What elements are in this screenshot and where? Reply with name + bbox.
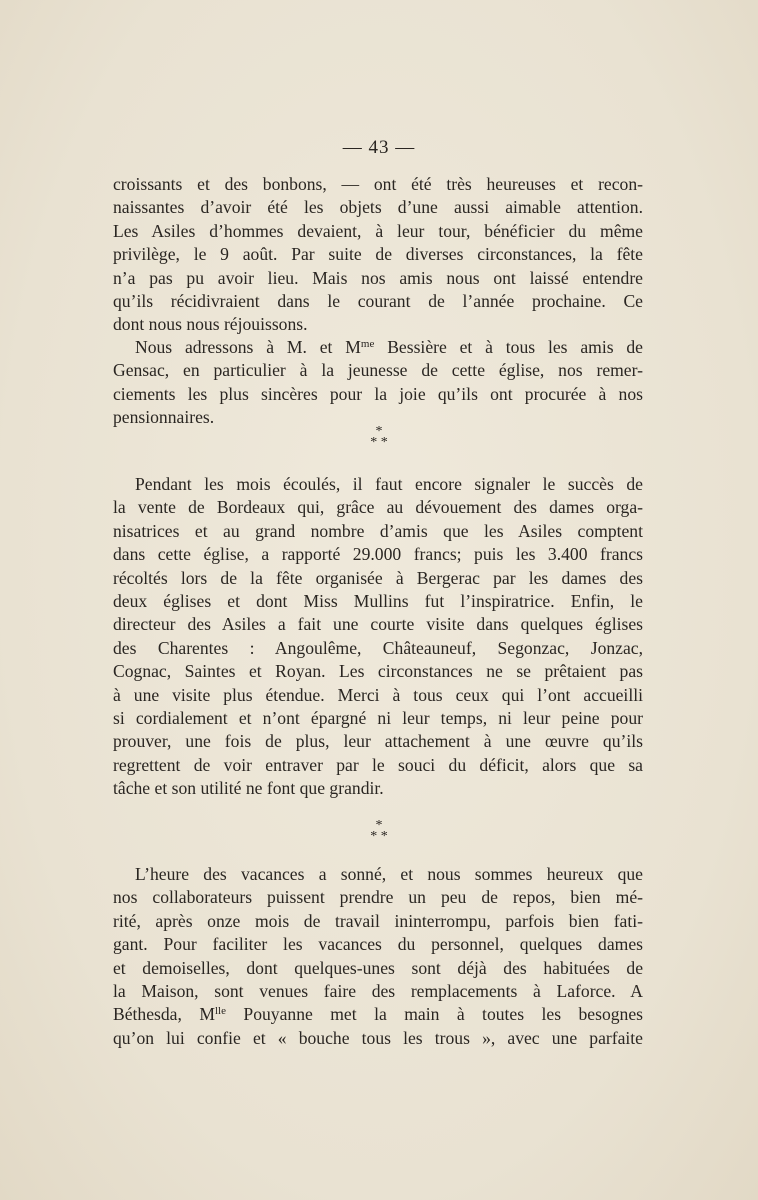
section-separator [0,820,758,842]
text-line: la Maison, sont venues faire des remplacements à Laforce. A [113,981,643,1002]
text-line: Gensac, en particulier à la jeunesse de cette église, nos remer- [113,360,643,381]
text-line: qu’ils récidivraient dans le courant de l’année prochaine. Ce [113,291,643,312]
text-line: pensionnaires. [113,407,215,428]
text-line: deux églises et dont Miss Mullins fut l’inspiratrice. Enfin, le [113,591,643,612]
section-separator [0,426,758,448]
text-line: directeur des Asiles a fait une courte visite dans quelques églises [113,614,643,635]
text-line: dont nous nous réjouissons. [113,314,308,335]
separator-stars-bottom: * * [370,829,388,844]
text-line: croissants et des bonbons, — ont été très heureuses et recon- [113,174,643,194]
text-line: regrettent de voir entraver par le souci du déficit, alors que sa [113,754,643,775]
text-line: récoltés lors de la fête organisée à Bergerac par les dames des [113,567,643,588]
text-line: Cognac, Saintes et Royan. Les circonstances ne se prêtaient pas [113,661,643,682]
text-line: dans cette église, a rapporté 29.000 francs; puis les 3.400 francs [113,544,643,565]
text-line: gant. Pour faciliter les vacances du personnel, quelques dames [113,934,643,955]
text-line: à une visite plus étendue. Merci à tous ceux qui l’ont accueilli [113,684,643,705]
separator-star-top: * [375,424,383,439]
separator-star-top: * [375,818,383,833]
text-line: nos collaborateurs puissent prendre un peu de repos, bien mé- [113,887,643,908]
text-line: n’a pas pu avoir lieu. Mais nos amis nous ont laissé entendre [113,267,643,288]
text-line: des Charentes : Angoulême, Châteauneuf, Segonzac, Jonzac, [113,637,643,658]
text-line: Pendant les mois écoulés, il faut encore signaler le succès de [135,474,643,494]
text-line: Béthesda, $M^{lle}$ Pouyanne met la main à toutes les besognes [113,1004,643,1025]
text-line: privilège, le 9 août. Par suite de diverses circonstances, la fête [113,244,643,265]
paragraph-4 [113,863,643,1050]
page-number: — 43 — [342,137,416,158]
text-line: et demoiselles, dont quelques-unes sont déjà des habituées de [113,957,643,978]
text-line: prouver, une fois de plus, leur attachement à une œuvre qu’ils [113,731,643,752]
text-line: naissantes d’avoir été les objets d’une aussi aimable attention. [113,197,643,218]
text-line: L’heure des vacances a sonné, et nous sommes heureux que [135,864,643,884]
text-line: qu’on lui confie et « bouche tous les trous », avec une parfaite [113,1027,643,1048]
paragraph-1 [113,173,643,337]
paragraph-3 [113,473,643,801]
separator-stars-bottom: * * [370,435,388,450]
paragraph-2 [113,336,643,430]
text-line: la vente de Bordeaux qui, grâce au dévouement des dames orga- [113,497,643,518]
text-line: tâche et son utilité ne font que grandir. [113,778,384,799]
text-line: nisatrices et au grand nombre d’amis que les Asiles comptent [113,520,643,541]
text-line: Les Asiles d’hommes devaient, à leur tour, bénéficier du même [113,220,643,241]
text-line: si cordialement et n’ont épargné ni leur temps, ni leur peine pour [113,708,643,729]
text-line: rité, après onze mois de travail ininterrompu, parfois bien fati- [113,910,643,931]
text-line: Nous adressons à M. et $M^{me}$ Bessière et à tous les amis de [135,337,643,357]
text-line: ciements les plus sincères pour la joie qu’ils ont procurée à nos [113,383,643,404]
